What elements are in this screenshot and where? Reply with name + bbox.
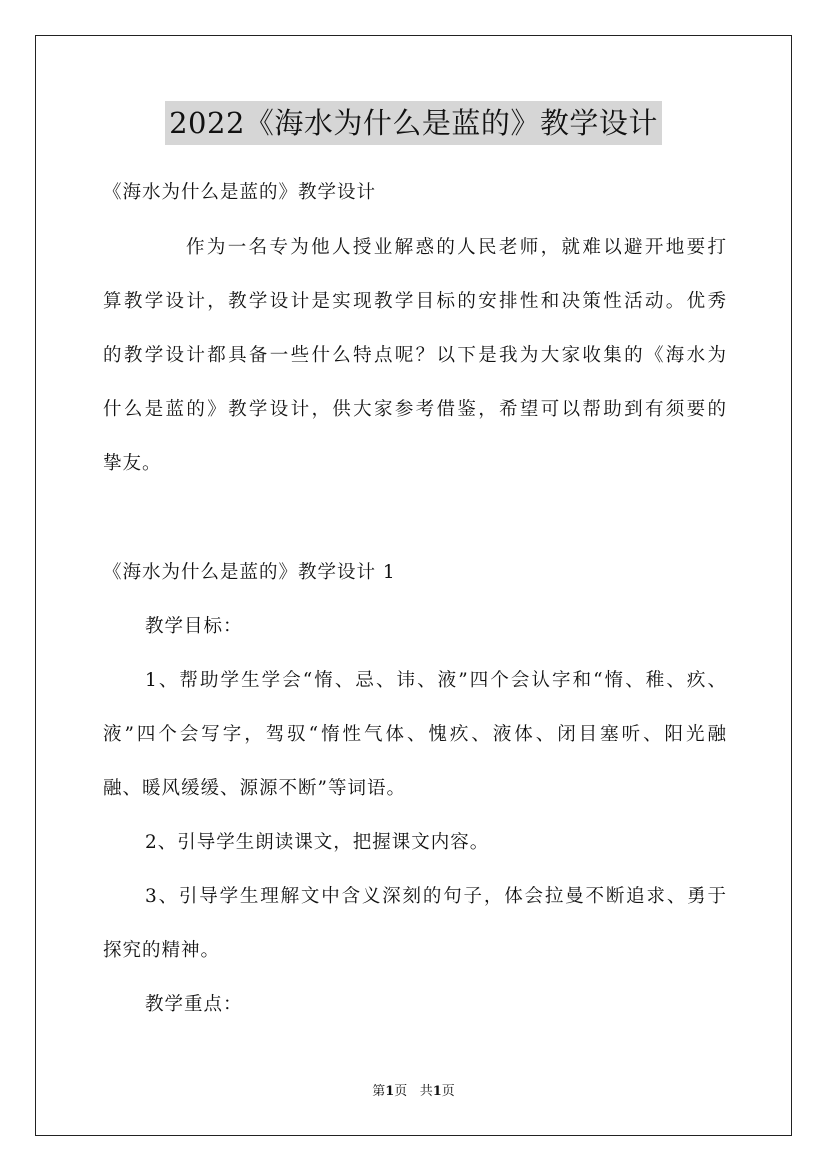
footer-page-number: 1 bbox=[385, 1084, 395, 1099]
intro-line-3: 的教学设计都具备一些什么特点呢？以下是我为大家收集的《海水为 bbox=[103, 345, 727, 366]
objectives-label: 教学目标： bbox=[145, 616, 243, 637]
footer-total-prefix: 共 bbox=[419, 1084, 433, 1099]
footer-total-number: 1 bbox=[432, 1084, 442, 1099]
intro-line-4: 什么是蓝的》教学设计，供大家参考借鉴，希望可以帮助到有须要的 bbox=[103, 399, 727, 420]
objective-3-line-1: 3、引导学生理解文中含义深刻的句子，体会拉曼不断追求、勇于 bbox=[145, 886, 727, 907]
footer-page-prefix: 第 bbox=[372, 1084, 386, 1099]
subtitle: 《海水为什么是蓝的》教学设计 bbox=[103, 182, 377, 203]
intro-line-1: 作为一名专为他人授业解惑的人民老师，就难以避开地要打 bbox=[186, 237, 727, 258]
objective-3-line-2: 探究的精神。 bbox=[103, 940, 221, 961]
keypoints-label: 教学重点： bbox=[145, 994, 243, 1015]
page-footer bbox=[0, 1083, 827, 1101]
objective-1-line-3: 融、暖风缓缓、源源不断”等词语。 bbox=[103, 778, 406, 799]
document-title: 2022《海水为什么是蓝的》教学设计 bbox=[165, 101, 662, 145]
objective-1-line-1: 1、帮助学生学会“惰、忌、讳、液”四个会认字和“惰、稚、疚、 bbox=[145, 670, 727, 691]
footer-page-suffix: 页 bbox=[394, 1084, 408, 1099]
objective-1-line-2: 液”四个会写字，驾驭“惰性气体、愧疚、液体、闭目塞听、阳光融 bbox=[103, 724, 727, 745]
footer-total-suffix: 页 bbox=[441, 1084, 455, 1099]
intro-line-2: 算教学设计，教学设计是实现教学目标的安排性和决策性活动。优秀 bbox=[103, 291, 727, 312]
objective-2: 2、引导学生朗读课文，把握课文内容。 bbox=[145, 832, 490, 853]
intro-line-5: 挚友。 bbox=[103, 453, 162, 474]
section-heading: 《海水为什么是蓝的》教学设计 1 bbox=[103, 562, 396, 583]
title-wrapper bbox=[0, 101, 827, 145]
